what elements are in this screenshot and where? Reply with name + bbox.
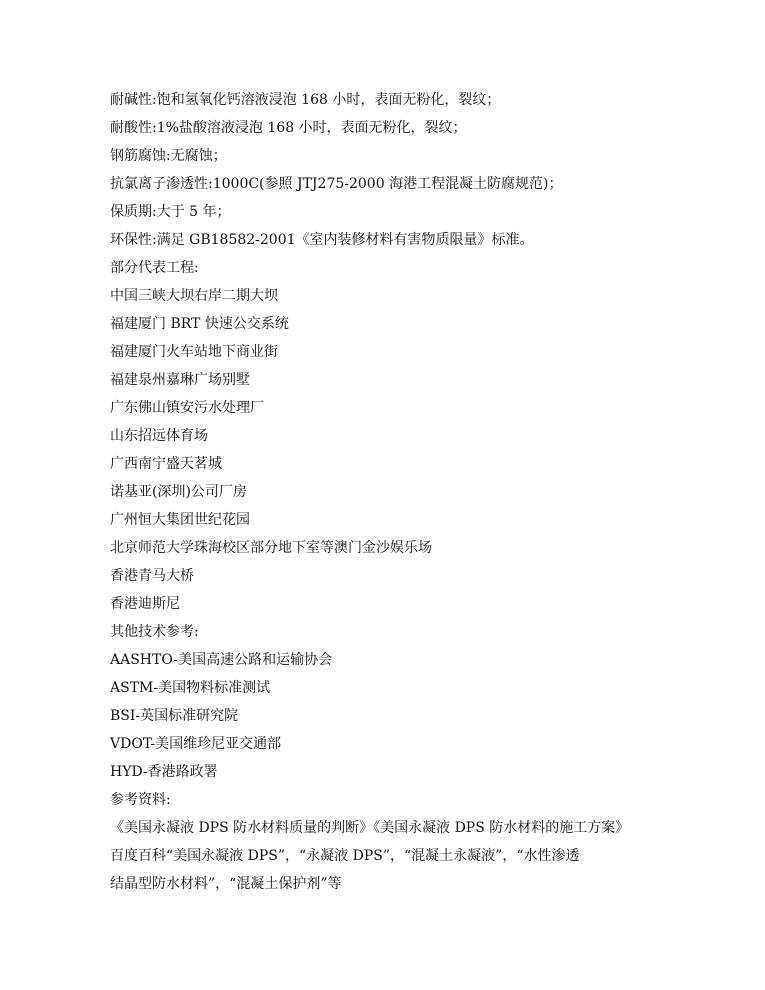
project-item: 福建泉州嘉琳广场别墅 [110, 372, 250, 388]
refs-heading: 参考资料: [110, 792, 171, 808]
project-item: 山东招远体育场 [110, 428, 208, 444]
project-item: 福建厦门 BRT 快速公交系统 [110, 316, 289, 332]
project-item: 香港青马大桥 [110, 568, 194, 584]
project-item: 中国三峡大坝右岸二期大坝 [110, 288, 278, 304]
projects-heading: 部分代表工程: [110, 260, 199, 276]
property-line: 抗氯离子渗透性:1000C(参照 JTJ275-2000 海港工程混凝土防腐规范)； [110, 176, 563, 192]
reference-line: 结晶型防水材料”，“混凝土保护剂”等 [110, 876, 342, 892]
project-item: 广西南宁盛天茗城 [110, 456, 222, 472]
project-item: 福建厦门火车站地下商业街 [110, 344, 278, 360]
tech-heading: 其他技术参考: [110, 624, 199, 640]
tech-ref-item: HYD-香港路政署 [110, 764, 218, 780]
property-line: 耐碱性:饱和氢氧化钙溶液浸泡 168 小时，表面无粉化，裂纹； [110, 92, 501, 108]
project-item: 北京师范大学珠海校区部分地下室等澳门金沙娱乐场 [110, 540, 432, 556]
reference-line: 百度百科“美国永凝液 DPS”，“永凝液 DPS”，“混凝土永凝液”，“水性渗透 [110, 848, 580, 864]
property-line: 环保性:满足 GB18582-2001《室内装修材料有害物质限量》标准。 [110, 232, 534, 248]
reference-line: 《美国永凝液 DPS 防水材料质量的判断》《美国永凝液 DPS 防水材料的施工方案》 [110, 820, 630, 836]
tech-ref-item: ASTM-美国物料标准测试 [110, 680, 271, 696]
tech-ref-item: AASHTO-美国高速公路和运输协会 [110, 652, 333, 668]
project-item: 香港迪斯尼 [110, 596, 180, 612]
property-line: 耐酸性:1%盐酸溶液浸泡 168 小时，表面无粉化，裂纹； [110, 120, 467, 136]
document-body [110, 86, 710, 898]
tech-ref-item: VDOT-美国维珍尼亚交通部 [110, 736, 282, 752]
project-item: 广州恒大集团世纪花园 [110, 512, 250, 528]
property-line: 钢筋腐蚀:无腐蚀； [110, 148, 227, 164]
project-item: 广东佛山镇安污水处理厂 [110, 400, 264, 416]
project-item: 诺基亚(深圳)公司厂房 [110, 484, 247, 500]
property-line: 保质期:大于 5 年； [110, 204, 231, 220]
tech-ref-item: BSI-英国标准研究院 [110, 708, 239, 724]
